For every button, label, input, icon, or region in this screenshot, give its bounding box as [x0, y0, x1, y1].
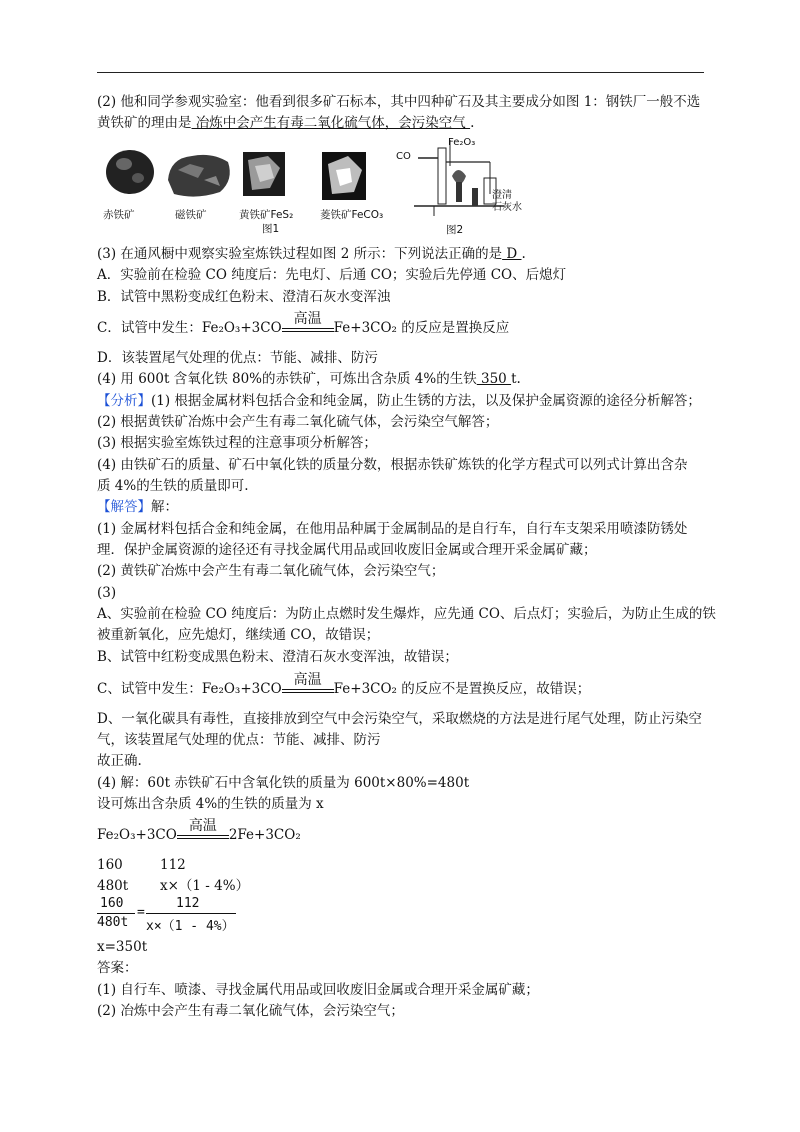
q2-answer: 冶炼中会产生有毒二氧化硫气体，会污染空气	[191, 115, 471, 131]
answer-line5: A、实验前在检验 CO 纯度后：为防止点燃时发生爆炸，应先通 CO、后点灯；实验后，为防止生成的铁	[97, 606, 716, 622]
x-result: x=350t	[97, 939, 148, 955]
answer-header: 【解答】解：	[97, 499, 178, 515]
equation: Fe₂O₃+3CO 高温 2Fe+3CO₂	[97, 817, 301, 843]
q3-option-a: A．实验前在检验 CO 纯度后：先电灯、后通 CO；实验后先停通 CO、后熄灯	[97, 267, 567, 283]
ratio-row1: 160	[97, 857, 123, 873]
q2-line2: 黄铁矿的理由是 冶炼中会产生有毒二氧化硫气体，会污染空气 .	[97, 115, 475, 131]
analysis-line4: (4) 由铁矿石的质量、矿石中氧化铁的质量分数，根据赤铁矿炼铁的化学方程式可以列式计算出含杂	[97, 457, 688, 473]
q4-stem: (4) 用 600t 含氧化铁 80%的赤铁矿，可炼出含杂质 4%的生铁 350 t.	[97, 371, 521, 387]
answer-line2: 理．保护金属资源的途径还有寻找金属代用品或回收废旧金属或合理开采金属矿藏；	[97, 542, 597, 558]
fraction-right-num: 112	[176, 896, 200, 911]
header-rule	[97, 72, 704, 73]
fig2-limewater-label1: 澄清	[492, 190, 512, 201]
answer-label: 答案：	[97, 960, 138, 976]
answer-line4: (3)	[97, 585, 117, 601]
analysis-line3: (3) 根据实验室炼铁过程的注意事项分析解答；	[97, 435, 377, 451]
gaowen-arrow: 高温	[177, 829, 229, 843]
ratio-row1-right: 112	[160, 857, 186, 873]
ore-magnetite-image	[168, 155, 230, 197]
gaowen-arrow: 高温	[282, 683, 334, 697]
fraction-equals: =	[137, 905, 145, 920]
fig2-caption: 图2	[446, 224, 464, 236]
label-pyrite: 黄铁矿FeS₂	[239, 209, 294, 221]
fig2-limewater-label2: 石灰水	[492, 202, 522, 213]
answer-line10: 气，该装置尾气处理的优点：节能、减排、防污	[97, 732, 381, 748]
ore-images	[100, 140, 420, 212]
q3-answer: D	[502, 246, 522, 262]
fig1-caption: 图1	[262, 223, 280, 235]
answer-line11: 故正确.	[97, 753, 142, 769]
final-answer-2: (2) 冶炼中会产生有毒二氧化硫气体，会污染空气；	[97, 1003, 404, 1019]
ratio-row2: 480t	[97, 878, 129, 894]
q3-option-c: C．试管中发生：Fe₂O₃+3CO 高温 Fe+3CO₂ 的反应是置换反应	[97, 310, 510, 336]
ratio-row2-right: x×（1 - 4%）	[160, 878, 250, 894]
fig2-co-label: CO	[396, 151, 411, 162]
ore-hematite-image	[106, 150, 154, 194]
fraction-left-num: 160	[100, 896, 124, 911]
answer-line13: 设可炼出含杂质 4%的生铁的质量为 x	[97, 796, 324, 812]
answer-line12: (4) 解：60t 赤铁矿石中含氧化铁的质量为 600t×80%=480t	[97, 775, 470, 791]
ore-pyrite-image	[243, 152, 285, 196]
answer-line8: C、试管中发生：Fe₂O₃+3CO 高温 Fe+3CO₂ 的反应不是置换反应，故错误；	[97, 671, 591, 697]
answer-line1: (1) 金属材料包括合金和纯金属，在他用品种属于金属制品的是自行车，自行车支架采用喷漆防锈处	[97, 521, 688, 537]
label-siderite: 菱铁矿FeCO₃	[320, 209, 384, 221]
analysis-line1: 【分析】(1) 根据金属材料包括合金和纯金属，防止生锈的方法，以及保护金属资源的途径分析解答；	[97, 393, 701, 409]
fraction-left-den: 480t	[97, 915, 129, 930]
final-answer-1: (1) 自行车、喷漆、寻找金属代用品或回收废旧金属或合理开采金属矿藏；	[97, 982, 539, 998]
answer-line3: (2) 黄铁矿冶炼中会产生有毒二氧化硫气体，会污染空气；	[97, 563, 445, 579]
fig2-fe2o3-label: Fe₂O₃	[448, 137, 476, 148]
answer-line6: 被重新氧化，应先熄灯，继续通 CO，故错误；	[97, 627, 380, 643]
answer-line9: D、一氧化碳具有毒性，直接排放到空气中会污染空气，采取燃烧的方法是进行尾气处理，防止污染空	[97, 711, 702, 727]
analysis-line2: (2) 根据黄铁矿冶炼中会产生有毒二氧化硫气体，会污染空气解答；	[97, 414, 499, 430]
label-magnetite: 磁铁矿	[175, 209, 207, 221]
analysis-tag: 【分析】	[97, 393, 151, 409]
q3-option-d: D．该装置尾气处理的优点：节能、减排、防污	[97, 350, 378, 366]
fraction-left-bar	[97, 913, 135, 914]
answer-tag: 【解答】	[97, 499, 151, 515]
analysis-line5: 质 4%的生铁的质量即可.	[97, 478, 249, 494]
fraction-right-bar	[146, 913, 236, 914]
answer-line7: B、试管中红粉变成黑色粉末、澄清石灰水变浑浊，故错误；	[97, 649, 458, 665]
q3-stem: (3) 在通风橱中观察实验室炼铁过程如图 2 所示：下列说法正确的是 D .	[97, 246, 526, 262]
q3-option-b: B．试管中黑粉变成红色粉末、澄清石灰水变浑浊	[97, 289, 391, 305]
gaowen-arrow: 高温	[282, 322, 334, 336]
label-hematite: 赤铁矿	[103, 209, 135, 221]
ore-siderite-image	[322, 152, 366, 200]
fraction-right-den: x×（1 - 4%）	[146, 919, 235, 934]
q2-line1: (2) 他和同学参观实验室：他看到很多矿石标本，其中四种矿石及其主要成分如图 1：钢铁厂一般不选	[97, 94, 701, 110]
q4-answer: 350	[476, 371, 512, 387]
